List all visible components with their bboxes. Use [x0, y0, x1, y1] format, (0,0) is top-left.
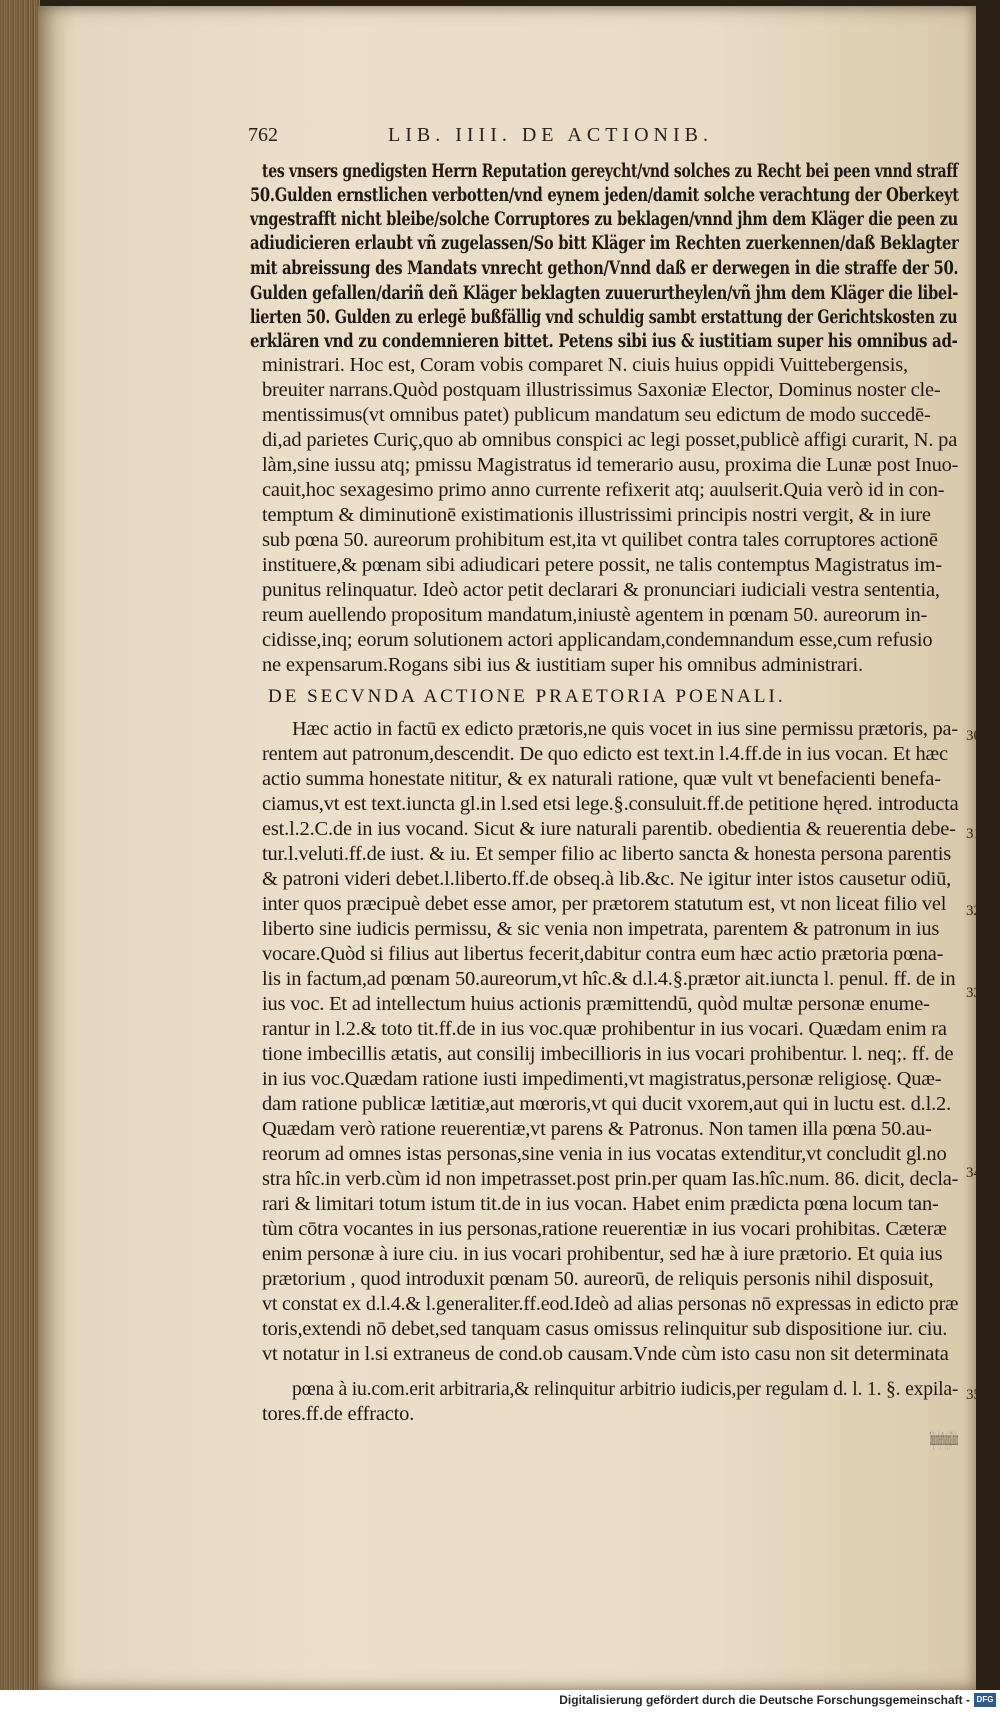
- text-line: stra hîc.in verb.cùm id non impetrasset.post prin.per quam Ias.hîc.num. 86. dicit, decla-: [262, 1168, 959, 1190]
- text-line: tùm cōtra vocantes in ius personas,ratione reuerentiæ in ius vocari prohibitas. Cæteræ: [262, 1218, 947, 1240]
- text-line: cauit,hoc sexagesimo primo anno currente refixerit atq; auulserit.Quia verò id in con-: [262, 479, 945, 501]
- margin-number: 30: [966, 728, 981, 744]
- text-line: adiudicieren erlaubt vñ zugelassen/So bitt Kläger im Rechten zuerkennen/daß Beklagter: [250, 232, 959, 254]
- text-line: in ius voc.Quædam ratione iusti impedimenti,vt magistratus,personæ religiosę. Quæ-: [262, 1068, 942, 1090]
- text-line: 50.Gulden ernstlichen verbotten/vnd eynem jeden/damit solche verachtung der Oberkeyt: [250, 184, 959, 206]
- text-line: vocare.Quòd si filius aut libertus fecerit,dabitur contra eum hæc actio prætoria pœna-: [262, 943, 944, 965]
- text-line: cidisse,inq; eorum solutionem actori applicandam,condemnandum esse,cum refusio: [262, 629, 933, 651]
- margin-number: 34: [966, 1165, 981, 1181]
- text-line: erklären vnd zu condemnieren bittet. Petens sibi ius & iustitiam super his omnibus ad-: [250, 330, 958, 352]
- text-line: Quædam verò ratione reuerentiæ,vt parens & Patronus. Non tamen illa pœna 50.au-: [262, 1118, 932, 1140]
- book-page-edges: [0, 0, 40, 1690]
- text-line: dam ratione publicæ lætitiæ,aut mœroris,vt qui ducit vxorem,aut qui in luctu est. d.l.2.: [262, 1093, 951, 1115]
- text-line: Hæc actio in factū ex edicto prætoris,ne quis vocet in ius sine permissu prætoris, pa-: [292, 718, 958, 740]
- text-line: reum auellendo propositum mandatum,iniustè agentem in pœnam 50. aureorum in-: [262, 604, 928, 626]
- text-line: Gulden gefallen/dariñ deñ Kläger beklagten zuuerurtheylen/vñ jhm dem Kläger die libel-: [250, 282, 959, 304]
- text-line: rantur in l.2.& toto tit.ff.de in ius voc.quæ prohibentur in ius vocari. Quædam enim ra: [262, 1018, 947, 1040]
- text-line: actio summa honestate nititur, & ex naturali ratione, quæ vult vt benefacienti benefa-: [262, 768, 941, 790]
- text-line: liberto sine iudicis permissu, & sic venia non impetrata, parentem & patronum in ius: [262, 918, 940, 940]
- text-line: enim personæ à iure ciu. in ius vocari prohibentur, sed hæ à iure prætorio. Et quia ius: [262, 1243, 943, 1265]
- text-line: ciamus,vt est text.iuncta gl.in l.sed etsi lege.§.consuluit.ff.de petitione hęred. introducta: [262, 793, 959, 815]
- text-line: ministrari. Hoc est, Coram vobis comparet N. ciuis huius oppidi Vuittebergensis,: [262, 354, 908, 376]
- text-line: & patroni videri debet.l.liberto.ff.de obseq.à lib.&c. Ne igitur inter istos causetur odiū,: [262, 868, 952, 890]
- running-title: LIB. IIII. DE ACTIONIB.: [388, 124, 713, 146]
- text-line: breuiter narrans.Quòd postquam illustrissimus Saxoniæ Elector, Dominus noster cle-: [262, 379, 941, 401]
- text-line: vt constat ex d.l.4.& l.generaliter.ff.eod.Ideò ad alias personas nō expressas in edicto præ: [262, 1293, 959, 1315]
- dfg-logo-icon: DFG: [974, 1693, 996, 1707]
- text-line: inter quos præcipuè debet esse amor, per prætorem statutum est, vt non liceat filio vel: [262, 893, 947, 915]
- section-heading: DE SECVNDA ACTIONE PRAETORIA POENALI.: [268, 686, 786, 707]
- running-header: [248, 124, 858, 154]
- margin-number: 32: [966, 903, 981, 919]
- text-line: làm,sine iussu atq; pmissu Magistratus id temerario ausu, proxima die Lunæ post Inuo-: [262, 454, 959, 476]
- text-line: pœna à iu.com.erit arbitraria,& relinquitur arbitrio iudicis,per regulam d. l. 1. §. expila-: [292, 1378, 959, 1400]
- text-line: mit abreissung des Mandats vnrecht gethon/Vnnd daß er derwegen in die straffe der 50.: [250, 257, 959, 279]
- text-line: punitus relinquatur. Ideò actor petit declarari & pronunciari iudiciali vestra sententia,: [262, 579, 940, 601]
- digitization-footer: [0, 1690, 1000, 1712]
- text-line: prætorium , quod introduxit pœnam 50. aureorū, de reliquis personis nihil disposuit,: [262, 1268, 934, 1290]
- text-line: est.l.2.C.de in ius vocand. Sicut & iure naturali parentib. obedientia & reuerentia debe-: [262, 818, 956, 840]
- catchword: Cōmodo igitur nunc ordine sequitur Prima quæstio principalis,Cui hæc actio com: [930, 1428, 958, 1450]
- text-line: mentissimus(vt omnibus patet) publicum mandatum seu edictum de modo succedē-: [262, 404, 931, 426]
- text-line: tur.l.veluti.ff.de iust. & iu. Et semper filio ac liberto sancta & honesta persona parentis: [262, 843, 952, 865]
- text-line: tione imbecillis ætatis, aut consilij imbecillioris in ius vocari prohibentur. l. neq;. ff. de: [262, 1043, 954, 1065]
- margin-number: 33: [966, 985, 981, 1001]
- text-line: toris,extendi nō debet,sed tanquam casus omissus relinquitur sub dispositione iur. ciu.: [262, 1318, 948, 1340]
- text-line: rari & limitari totum istum tit.de in ius vocan. Habet enim prædicta pœna locum tan-: [262, 1193, 939, 1215]
- text-line: instituere,& pœnam sibi adiudicari petere possit, ne talis contemptus Magistratus im-: [262, 554, 942, 576]
- footer-credit: Digitalisierung gefördert durch die Deutsche Forschungsgemeinschaft -: [559, 1693, 970, 1707]
- text-line: tores.ff.de effracto.: [262, 1403, 415, 1425]
- margin-number: 31: [966, 826, 981, 842]
- text-line: lierten 50. Gulden zu erlegē bußfällig vnd schuldig sambt erstattung der Gerichtskosten zu: [250, 306, 958, 328]
- page-number: 762: [248, 124, 278, 146]
- text-line: ne expensarum.Rogans sibi ius & iustitiam super his omnibus administrari.: [262, 654, 863, 676]
- text-line: reorum ad omnes istas personas,sine venia in ius vocatas extenditur,vt concludit gl.no: [262, 1143, 947, 1165]
- text-line: ius voc. Et ad intellectum huius actionis præmittendū, quòd multæ personæ enume-: [262, 993, 930, 1015]
- text-line: vngestrafft nicht bleibe/solche Corruptores zu beklagen/vnnd jhm dem Kläger die peen zu: [250, 208, 958, 230]
- text-line: di,ad parietes Curiç,quo ab omnibus conspici ac legi posset,publicè affigi curarit, N. pa: [262, 429, 958, 451]
- text-line: vt notatur in l.si extraneus de cond.ob causam.Vnde cùm isto casu non sit determinata: [262, 1343, 949, 1365]
- text-line: lis in factum,ad pœnam 50.aureorum,vt hîc.& d.l.4.§.prætor ait.iuncta l. penul. ff. de in: [262, 968, 956, 990]
- margin-number: 35: [966, 1387, 981, 1403]
- text-line: sub pœna 50. aureorum prohibitum est,ita vt quilibet contra tales corruptores actionē: [262, 529, 938, 551]
- text-line: temptum & diminutionē existimationis illustrissimi principis nostri vergit, & in iure: [262, 504, 931, 526]
- text-line: tes vnsers gnedigsten Herrn Reputation gereycht/vnd solches zu Recht bei peen vnnd straff: [262, 160, 958, 182]
- text-line: rentem aut patronum,descendit. De quo edicto est text.in l.4.ff.de in ius vocan. Et hæc: [262, 743, 948, 765]
